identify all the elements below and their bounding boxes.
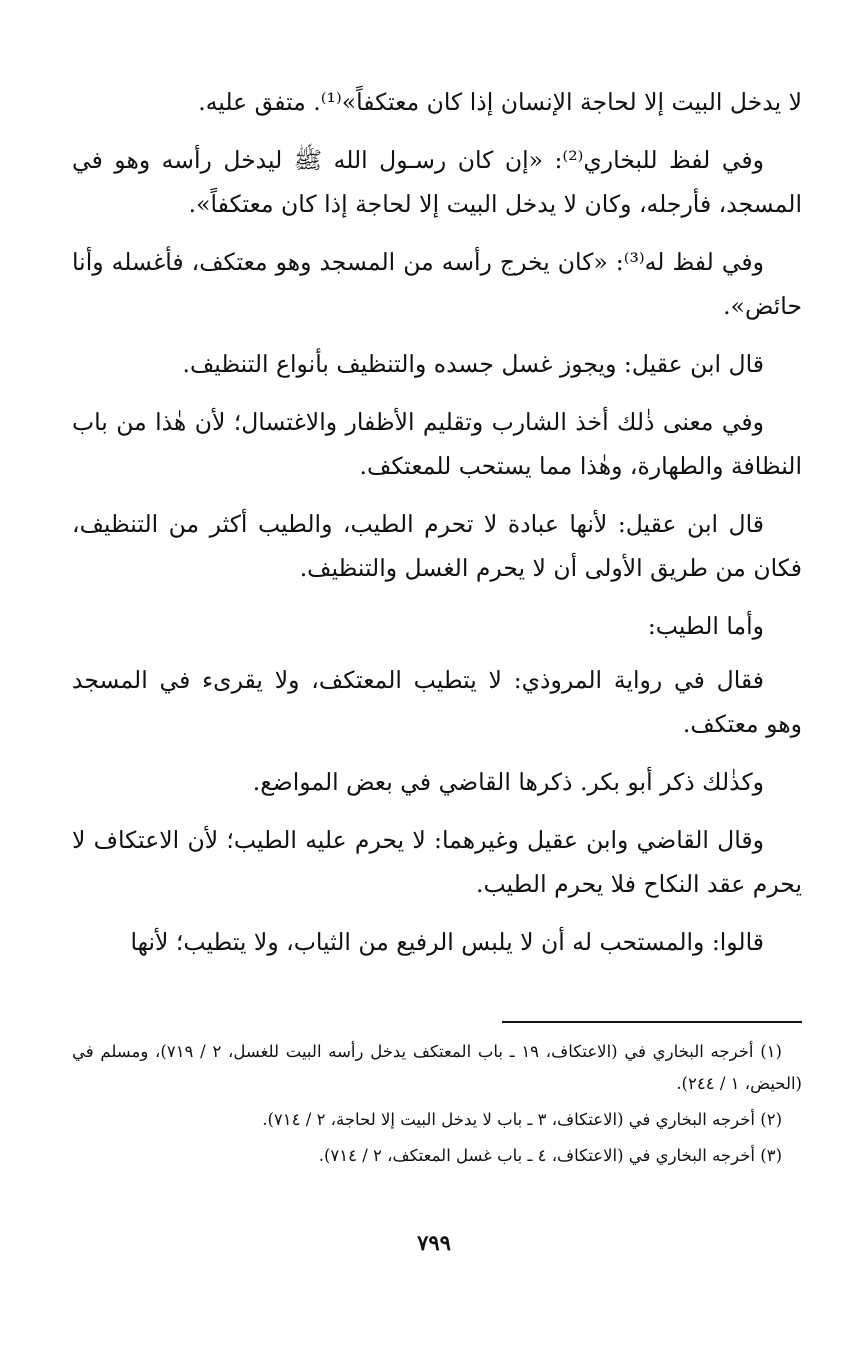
footnote-divider: [502, 1021, 802, 1023]
page-number: ٧٩٩: [417, 1230, 451, 1255]
paragraph-1: لا يدخل البيت إلا لحاجة الإنسان إذا كان معتكفاً»⁽¹⁾. متفق عليه.: [198, 88, 802, 116]
footnote-2: (٢) أخرجه البخاري في (الاعتكاف، ٣ ـ باب لا يدخل البيت إلا لحاجة، ٢ / ٧١٤).: [262, 1110, 782, 1129]
main-text: [72, 80, 802, 978]
paragraph-5: وفي معنى ذٰلك أخذ الشارب وتقليم الأظفار والاغتسال؛ لأن هٰذا من باب النظافة والطهارة، وهٰذا مما يستحب للمعتكف.: [72, 408, 802, 480]
paragraph-8: فقال في رواية المروذي: لا يتطيب المعتكف، ولا يقرىء في المسجد وهو معتكف.: [72, 666, 802, 738]
paragraph-3: وفي لفظ له⁽³⁾: «كان يخرج رأسه من المسجد وهو معتكف، فأغسله وأنا حائض».: [72, 248, 802, 320]
paragraph-2: وفي لفظ للبخاري⁽²⁾: «إن كان رسـول الله ﷺ ليدخل رأسه وهو في المسجد، فأرجله، وكان لا يدخل البيت إلا لحاجة إذا كان معتكفاً».: [72, 146, 802, 218]
footnote-1: (١) أخرجه البخاري في (الاعتكاف، ١٩ ـ باب المعتكف يدخل رأسه البيت للغسل، ٢ / ٧١٩)، ومسلم في (الحيض، ١ / ٢٤٤).: [72, 1042, 802, 1093]
footnote-3: (٣) أخرجه البخاري في (الاعتكاف، ٤ ـ باب غسل المعتكف، ٢ / ٧١٤).: [318, 1146, 782, 1165]
paragraph-4: قال ابن عقيل: ويجوز غسل جسده والتنظيف بأنواع التنظيف.: [182, 350, 764, 378]
paragraph-11: قالوا: والمستحب له أن لا يلبس الرفيع من الثياب، ولا يتطيب؛ لأنها: [130, 928, 764, 956]
paragraph-9: وكذٰلك ذكر أبو بكر. ذكرها القاضي في بعض المواضع.: [252, 768, 764, 796]
paragraph-6: قال ابن عقيل: لأنها عبادة لا تحرم الطيب، والطيب أكثر من التنظيف، فكان من طريق الأولى أن لا يحرم الغسل والتنظيف.: [72, 510, 802, 582]
paragraph-10: وقال القاضي وابن عقيل وغيرهما: لا يحرم عليه الطيب؛ لأن الاعتكاف لا يحرم عقد النكاح فلا يحرم الطيب.: [72, 826, 802, 898]
footnotes: [72, 1036, 802, 1176]
paragraph-7: وأما الطيب:: [647, 612, 764, 640]
